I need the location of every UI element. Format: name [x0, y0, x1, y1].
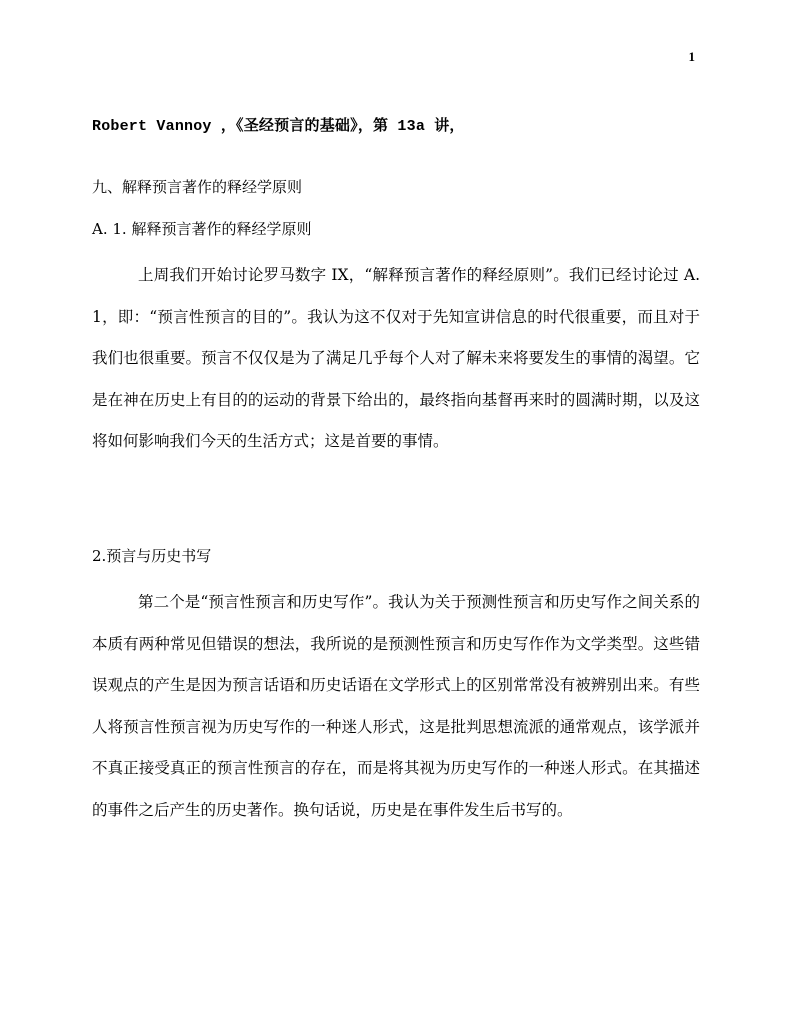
page-number: 1 [688, 49, 695, 64]
paragraph-prophecy-and-history: 第二个是“预言性预言和历史写作”。我认为关于预测性预言和历史写作之间关系的本质有两种常见但错误的想法，我所说的是预测性预言和历史写作作为文学类型。这些错误观点的产生是因为预言话语和历史话语在文学形式上的区别常常没有被辨别出来。有些人将预言性预言视为历史写作的一种迷人形式，这是批判思想流派的通常观点，该学派并不真正接受真正的预言性预言的存在，而是将其视为历史写作的一种迷人形式。在其描述的事件之后产生的历史著作。换句话说，历史是在事件发生后书写的。 [92, 593, 700, 819]
subheading-2: 2.预言与历史书写 [92, 547, 212, 565]
subheading-a1: A. 1. 解释预言著作的释经学原则 [92, 220, 312, 238]
document-title: Robert Vannoy ，《圣经预言的基础》，第 13a 讲， [92, 118, 465, 135]
section-heading: 九、解释预言著作的释经学原则 [92, 178, 303, 196]
paragraph-purpose-of-prophecy: 上周我们开始讨论罗马数字 IX，“解释预言著作的释经原则”。我们已经讨论过 A.1，即：“预言性预言的目的”。我认为这不仅对于先知宣讲信息的时代很重要，而且对于我们也很重要。预言不仅仅是为了满足几乎每个人对了解未来将要发生的事情的渴望。它是在神在历史上有目的的运动的背景下给出的，最终指向基督再来时的圆满时期，以及这将如何影响我们今天的生活方式；这是首要的事情。 [92, 266, 700, 450]
